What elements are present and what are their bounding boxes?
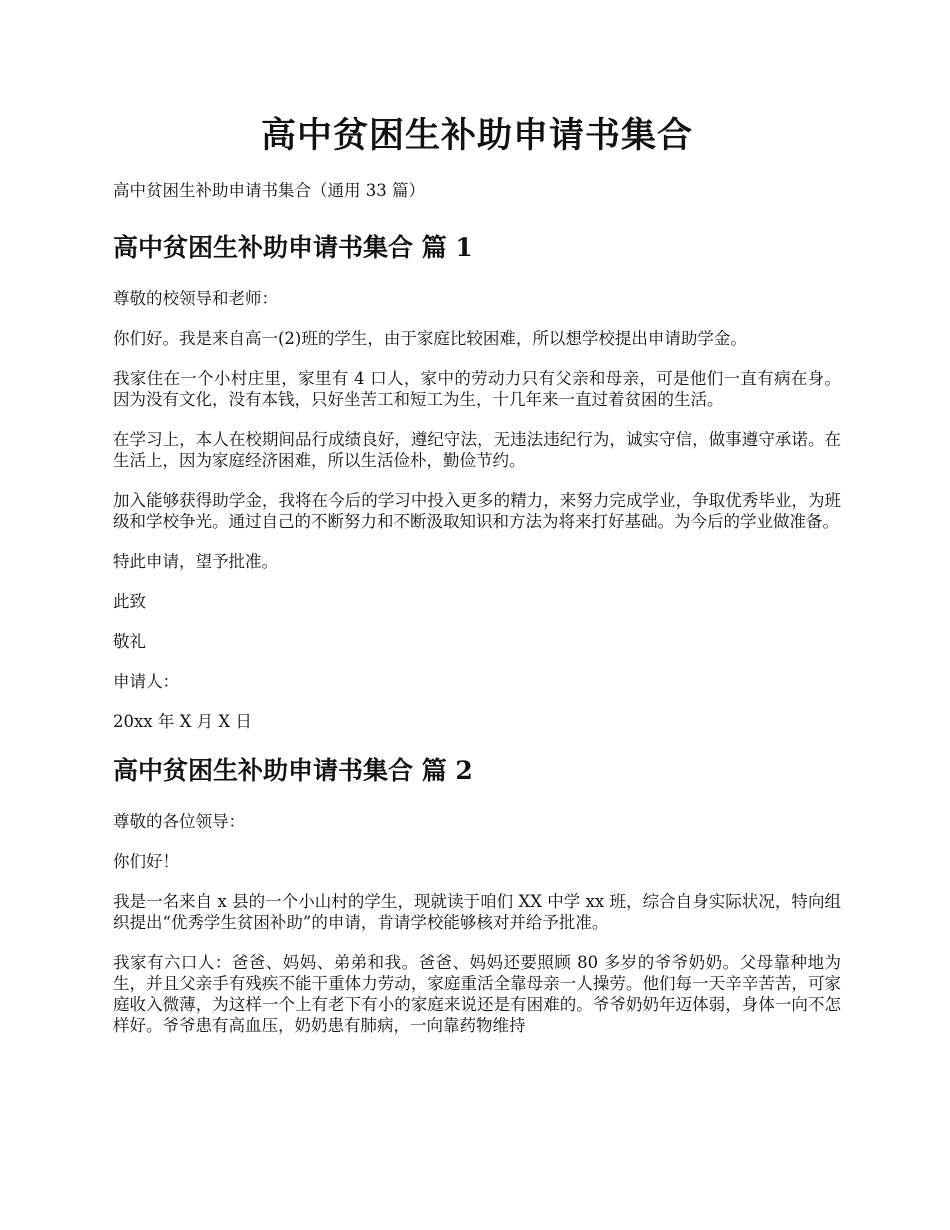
section-heading: 高中贫困生补助申请书集合 篇 2	[113, 756, 473, 785]
paragraph: 特此申请，望予批准。	[113, 552, 278, 571]
signature-label: 申请人：	[113, 672, 179, 691]
section-heading: 高中贫困生补助申请书集合 篇 1	[113, 233, 473, 262]
closing-line: 敬礼	[113, 632, 146, 651]
salutation: 尊敬的校领导和老师：	[113, 289, 278, 308]
paragraph: 在学习上，本人在校期间品行成绩良好，遵纪守法，无违法违纪行为，诚实守信，做事遵守承诺。在生活上，因为家庭经济困难，所以生活俭朴，勤俭节约。	[113, 430, 841, 470]
paragraph: 你们好。我是来自高一(2)班的学生，由于家庭比较困难，所以想学校提出申请助学金。	[113, 329, 747, 348]
date-line: 20xx 年 X 月 X 日	[113, 712, 252, 731]
document-title: 高中贫困生补助申请书集合	[260, 115, 693, 156]
paragraph: 加入能够获得助学金，我将在今后的学习中投入更多的精力，来努力完成学业，争取优秀毕业，为班级和学校争光。通过自己的不断努力和不断汲取知识和方法为将来打好基础。为今后的学业做准备。	[113, 491, 841, 531]
section-2	[113, 751, 841, 1036]
paragraph: 我是一名来自 x 县的一个小山村的学生，现就读于咱们 XX 中学 xx 班，综合自身实际状况，特向组织提出“优秀学生贫困补助”的申请，肯请学校能够核对并给予批准。	[113, 892, 841, 932]
document-body	[113, 220, 841, 1055]
section-1	[113, 228, 841, 732]
document-subtitle: 高中贫困生补助申请书集合（通用 33 篇）	[113, 181, 425, 200]
closing-line: 此致	[113, 592, 146, 611]
greeting: 你们好！	[113, 852, 179, 871]
salutation: 尊敬的各位领导：	[113, 812, 245, 831]
paragraph: 我家住在一个小村庄里，家里有 4 口人，家中的劳动力只有父亲和母亲，可是他们一直有病在身。因为没有文化，没有本钱，只好坐苦工和短工为生，十几年来一直过着贫困的生活。	[113, 369, 841, 409]
paragraph: 我家有六口人：爸爸、妈妈、弟弟和我。爸爸、妈妈还要照顾 80 多岁的爷爷奶奶。父母靠种地为生，并且父亲手有残疾不能干重体力劳动，家庭重活全靠母亲一人操劳。他们每一天辛辛苦苦，可家庭收入微薄，为这样一个上有老下有小的家庭来说还是有困难的。爷爷奶奶年迈体弱，身体一向不怎样好。爷爷患有高血压，奶奶患有肺病，一向靠药物维持	[113, 953, 841, 1035]
